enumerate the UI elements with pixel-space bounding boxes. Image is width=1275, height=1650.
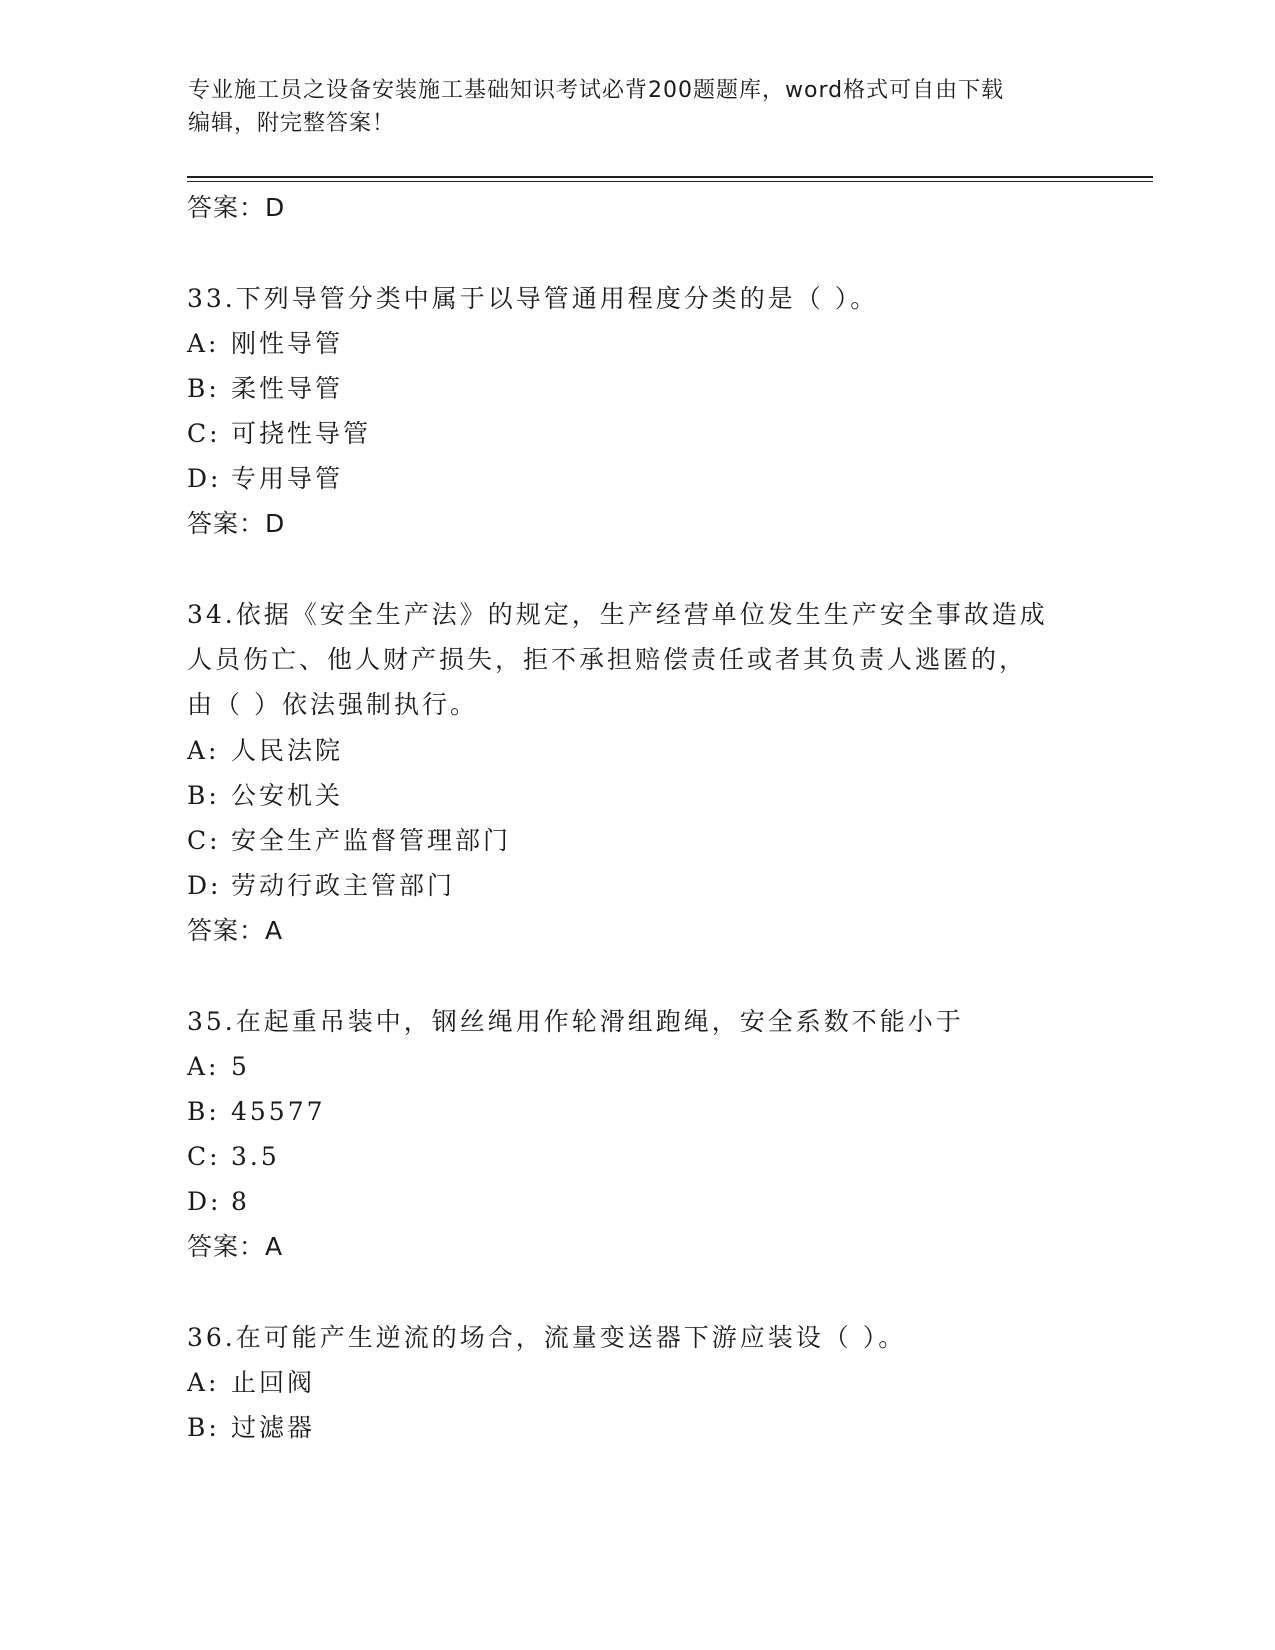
option-letter: D: — [187, 871, 222, 900]
option-text: 人民法院 — [231, 736, 344, 765]
question-35-option-a — [187, 1052, 250, 1082]
header-title-line-2: 编辑，附完整答案！ — [188, 111, 396, 136]
question-33-option-b — [187, 374, 343, 404]
option-text: 45577 — [231, 1097, 326, 1126]
option-text: 过滤器 — [231, 1413, 316, 1442]
option-letter: A: — [187, 1368, 220, 1397]
question-33-answer: 答案：D — [187, 509, 286, 538]
question-34-stem-line-2: 人员伤亡、他人财产损失，拒不承担赔偿责任或者其负责人逃匿的， — [187, 645, 1028, 674]
question-34-stem-line-1: 34.依据《安全生产法》的规定，生产经营单位发生生产安全事故造成 — [187, 600, 1048, 629]
option-text: 8 — [231, 1187, 250, 1216]
option-text: 劳动行政主管部门 — [231, 871, 456, 900]
option-text: 安全生产监督管理部门 — [231, 826, 512, 855]
option-letter: B: — [187, 1413, 220, 1442]
document-header — [188, 74, 1088, 140]
question-35-stem: 35.在起重吊装中，钢丝绳用作轮滑组跑绳，安全系数不能小于 — [187, 1007, 964, 1036]
option-letter: B: — [187, 781, 220, 810]
header-rule-thin — [187, 181, 1153, 182]
question-33-option-a — [187, 329, 343, 359]
option-letter: A: — [187, 736, 220, 765]
option-letter: C: — [187, 419, 221, 448]
question-34-option-d — [187, 871, 455, 901]
option-text: 专用导管 — [231, 464, 344, 493]
question-35-option-d — [187, 1187, 250, 1217]
question-33-option-c — [187, 419, 371, 449]
option-letter: A: — [187, 329, 220, 358]
question-34-answer: 答案：A — [187, 916, 284, 945]
option-letter: C: — [187, 826, 221, 855]
option-text: 公安机关 — [231, 781, 344, 810]
question-35-answer: 答案：A — [187, 1232, 284, 1261]
option-letter: D: — [187, 1187, 222, 1216]
previous-answer: 答案：D — [187, 193, 286, 222]
option-text: 5 — [231, 1052, 250, 1081]
option-letter: C: — [187, 1142, 221, 1171]
header-rule-thick — [187, 176, 1153, 178]
question-36-option-b — [187, 1413, 315, 1443]
option-letter: A: — [187, 1052, 220, 1081]
question-34-option-c — [187, 826, 511, 856]
option-text: 止回阀 — [231, 1368, 316, 1397]
option-letter: B: — [187, 374, 220, 403]
question-33-stem: 33.下列导管分类中属于以导管通用程度分类的是（ ）。 — [187, 284, 879, 313]
header-title-line-1: 专业施工员之设备安装施工基础知识考试必背200题题库，word格式可自由下载 — [188, 78, 1005, 103]
option-text: 刚性导管 — [231, 329, 344, 358]
question-36-stem: 36.在可能产生逆流的场合，流量变送器下游应装设（ ）。 — [187, 1323, 907, 1352]
question-34-option-a — [187, 736, 343, 766]
option-letter: D: — [187, 464, 222, 493]
question-35-option-c — [187, 1142, 280, 1172]
question-34-option-b — [187, 781, 343, 811]
option-text: 3.5 — [231, 1142, 280, 1171]
option-text: 柔性导管 — [231, 374, 344, 403]
question-35-option-b — [187, 1097, 326, 1127]
option-text: 可挠性导管 — [231, 419, 372, 448]
question-36-option-a — [187, 1368, 315, 1398]
option-letter: B: — [187, 1097, 220, 1126]
question-33-option-d — [187, 464, 343, 494]
question-34-stem-line-3: 由（ ）依法强制执行。 — [187, 690, 478, 719]
